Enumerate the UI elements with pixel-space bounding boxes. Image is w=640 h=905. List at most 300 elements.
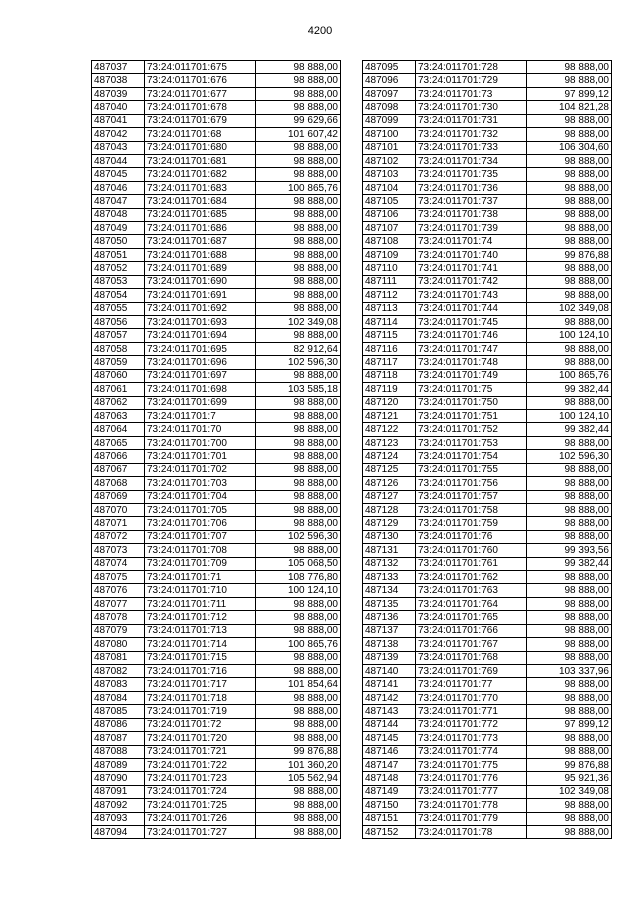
table-row	[92, 718, 341, 731]
record-number: 487088	[92, 745, 145, 758]
table-row	[92, 128, 341, 141]
table-row	[363, 799, 612, 812]
value-amount: 98 888,00	[256, 664, 341, 677]
record-number: 487099	[363, 114, 416, 127]
record-number: 487079	[92, 624, 145, 637]
right-table	[362, 60, 612, 839]
cadastral-number: 73:24:011701:735	[416, 168, 527, 181]
table-row	[92, 772, 341, 785]
page-number: 4200	[307, 25, 333, 37]
record-number: 487104	[363, 181, 416, 194]
cadastral-number: 73:24:011701:756	[416, 477, 527, 490]
value-amount: 98 888,00	[256, 436, 341, 449]
value-amount: 82 912,64	[256, 342, 341, 355]
cadastral-number: 73:24:011701:762	[416, 571, 527, 584]
value-amount: 98 888,00	[527, 168, 612, 181]
cadastral-number: 73:24:011701:744	[416, 302, 527, 315]
value-amount: 98 888,00	[256, 691, 341, 704]
cadastral-number: 73:24:011701:768	[416, 651, 527, 664]
cadastral-number: 73:24:011701:753	[416, 436, 527, 449]
value-amount: 98 888,00	[527, 342, 612, 355]
table-row	[92, 799, 341, 812]
record-number: 487129	[363, 517, 416, 530]
cadastral-number: 73:24:011701:734	[416, 154, 527, 167]
table-row	[92, 114, 341, 127]
cadastral-number: 73:24:011701:715	[145, 651, 256, 664]
record-number: 487048	[92, 208, 145, 221]
record-number: 487072	[92, 530, 145, 543]
value-amount: 103 585,18	[256, 383, 341, 396]
record-number: 487100	[363, 128, 416, 141]
record-number: 487126	[363, 477, 416, 490]
record-number: 487149	[363, 785, 416, 798]
record-number: 487102	[363, 154, 416, 167]
value-amount: 99 382,44	[527, 423, 612, 436]
table-row	[363, 141, 612, 154]
record-number: 487116	[363, 342, 416, 355]
table-row	[92, 503, 341, 516]
value-amount: 99 876,88	[527, 248, 612, 261]
table-row	[363, 745, 612, 758]
value-amount: 98 888,00	[256, 262, 341, 275]
table-row	[363, 302, 612, 315]
value-amount: 98 888,00	[256, 289, 341, 302]
table-row	[363, 638, 612, 651]
record-number: 487128	[363, 503, 416, 516]
value-amount: 99 876,88	[256, 745, 341, 758]
table-row	[363, 571, 612, 584]
record-number: 487114	[363, 316, 416, 329]
record-number: 487055	[92, 302, 145, 315]
value-amount: 105 562,94	[256, 772, 341, 785]
record-number: 487089	[92, 758, 145, 771]
value-amount: 98 888,00	[527, 571, 612, 584]
table-row	[92, 664, 341, 677]
cadastral-number: 73:24:011701:697	[145, 369, 256, 382]
record-number: 487097	[363, 87, 416, 100]
record-number: 487131	[363, 544, 416, 557]
table-row	[92, 409, 341, 422]
cadastral-number: 73:24:011701:714	[145, 638, 256, 651]
value-amount: 98 888,00	[527, 651, 612, 664]
value-amount: 102 596,30	[256, 356, 341, 369]
value-amount: 98 888,00	[256, 168, 341, 181]
record-number: 487108	[363, 235, 416, 248]
cadastral-number: 73:24:011701:682	[145, 168, 256, 181]
value-amount: 98 888,00	[527, 235, 612, 248]
record-number: 487092	[92, 799, 145, 812]
value-amount: 100 865,76	[527, 369, 612, 382]
record-number: 487141	[363, 678, 416, 691]
record-number: 487058	[92, 342, 145, 355]
value-amount: 98 888,00	[256, 423, 341, 436]
record-number: 487151	[363, 812, 416, 825]
table-row	[363, 678, 612, 691]
value-amount: 102 349,08	[256, 316, 341, 329]
table-row	[363, 463, 612, 476]
table-row	[92, 732, 341, 745]
value-amount: 98 888,00	[256, 74, 341, 87]
table-row	[363, 477, 612, 490]
table-row	[92, 530, 341, 543]
cadastral-number: 73:24:011701:711	[145, 597, 256, 610]
cadastral-number: 73:24:011701:690	[145, 275, 256, 288]
cadastral-number: 73:24:011701:748	[416, 356, 527, 369]
record-number: 487150	[363, 799, 416, 812]
record-number: 487124	[363, 450, 416, 463]
cadastral-number: 73:24:011701:72	[145, 718, 256, 731]
cadastral-number: 73:24:011701:677	[145, 87, 256, 100]
cadastral-number: 73:24:011701:769	[416, 664, 527, 677]
record-number: 487118	[363, 369, 416, 382]
record-number: 487144	[363, 718, 416, 731]
table-row	[363, 530, 612, 543]
table-row	[363, 87, 612, 100]
value-amount: 99 629,66	[256, 114, 341, 127]
value-amount: 99 382,44	[527, 383, 612, 396]
table-row	[92, 571, 341, 584]
cadastral-number: 73:24:011701:774	[416, 745, 527, 758]
cadastral-number: 73:24:011701:696	[145, 356, 256, 369]
table-row	[92, 195, 341, 208]
cadastral-number: 73:24:011701:68	[145, 128, 256, 141]
table-row	[92, 356, 341, 369]
cadastral-number: 73:24:011701:766	[416, 624, 527, 637]
record-number: 487085	[92, 705, 145, 718]
table-row	[363, 208, 612, 221]
cadastral-number: 73:24:011701:716	[145, 664, 256, 677]
table-row	[92, 168, 341, 181]
record-number: 487077	[92, 597, 145, 610]
cadastral-number: 73:24:011701:772	[416, 718, 527, 731]
record-number: 487067	[92, 463, 145, 476]
cadastral-number: 73:24:011701:755	[416, 463, 527, 476]
value-amount: 98 888,00	[256, 154, 341, 167]
record-number: 487095	[363, 61, 416, 74]
value-amount: 98 888,00	[256, 222, 341, 235]
table-row	[92, 222, 341, 235]
table-row	[92, 517, 341, 530]
table-row	[363, 61, 612, 74]
record-number: 487138	[363, 638, 416, 651]
cadastral-number: 73:24:011701:701	[145, 450, 256, 463]
value-amount: 98 888,00	[256, 490, 341, 503]
cadastral-number: 73:24:011701:679	[145, 114, 256, 127]
record-number: 487125	[363, 463, 416, 476]
value-amount: 98 888,00	[256, 799, 341, 812]
table-row	[363, 705, 612, 718]
cadastral-number: 73:24:011701:773	[416, 732, 527, 745]
value-amount: 98 888,00	[256, 611, 341, 624]
cadastral-number: 73:24:011701:726	[145, 812, 256, 825]
value-amount: 98 888,00	[527, 356, 612, 369]
record-number: 487061	[92, 383, 145, 396]
cadastral-number: 73:24:011701:700	[145, 436, 256, 449]
value-amount: 98 888,00	[527, 584, 612, 597]
record-number: 487147	[363, 758, 416, 771]
record-number: 487152	[363, 826, 416, 839]
table-row	[92, 463, 341, 476]
record-number: 487115	[363, 329, 416, 342]
table-row	[363, 383, 612, 396]
table-row	[363, 74, 612, 87]
cadastral-number: 73:24:011701:764	[416, 597, 527, 610]
record-number: 487038	[92, 74, 145, 87]
value-amount: 98 888,00	[256, 517, 341, 530]
value-amount: 98 888,00	[256, 463, 341, 476]
cadastral-number: 73:24:011701:763	[416, 584, 527, 597]
value-amount: 98 888,00	[527, 597, 612, 610]
value-amount: 98 888,00	[527, 262, 612, 275]
cadastral-number: 73:24:011701:745	[416, 316, 527, 329]
cadastral-number: 73:24:011701:707	[145, 530, 256, 543]
record-number: 487044	[92, 154, 145, 167]
table-row	[363, 248, 612, 261]
value-amount: 98 888,00	[527, 463, 612, 476]
record-number: 487076	[92, 584, 145, 597]
record-number: 487080	[92, 638, 145, 651]
record-number: 487140	[363, 664, 416, 677]
table-row	[363, 356, 612, 369]
table-row	[363, 262, 612, 275]
cadastral-number: 73:24:011701:778	[416, 799, 527, 812]
table-row	[92, 329, 341, 342]
cadastral-number: 73:24:011701:777	[416, 785, 527, 798]
record-number: 487041	[92, 114, 145, 127]
table-row	[92, 74, 341, 87]
cadastral-number: 73:24:011701:698	[145, 383, 256, 396]
value-amount: 98 888,00	[256, 450, 341, 463]
table-row	[363, 235, 612, 248]
value-amount: 102 349,08	[527, 785, 612, 798]
table-row	[363, 503, 612, 516]
table-row	[363, 181, 612, 194]
record-number: 487123	[363, 436, 416, 449]
value-amount: 98 888,00	[527, 691, 612, 704]
record-number: 487133	[363, 571, 416, 584]
cadastral-number: 73:24:011701:73	[416, 87, 527, 100]
cadastral-number: 73:24:011701:738	[416, 208, 527, 221]
table-row	[363, 597, 612, 610]
cadastral-number: 73:24:011701:740	[416, 248, 527, 261]
record-number: 487063	[92, 409, 145, 422]
record-number: 487083	[92, 678, 145, 691]
value-amount: 98 888,00	[527, 154, 612, 167]
record-number: 487098	[363, 101, 416, 114]
value-amount: 98 888,00	[527, 477, 612, 490]
record-number: 487082	[92, 664, 145, 677]
cadastral-number: 73:24:011701:722	[145, 758, 256, 771]
record-number: 487087	[92, 732, 145, 745]
record-number: 487106	[363, 208, 416, 221]
cadastral-number: 73:24:011701:743	[416, 289, 527, 302]
cadastral-number: 73:24:011701:731	[416, 114, 527, 127]
table-row	[92, 302, 341, 315]
value-amount: 98 888,00	[527, 826, 612, 839]
record-number: 487056	[92, 316, 145, 329]
cadastral-number: 73:24:011701:703	[145, 477, 256, 490]
table-row	[363, 316, 612, 329]
table-row	[363, 114, 612, 127]
record-number: 487051	[92, 248, 145, 261]
value-amount: 98 888,00	[527, 128, 612, 141]
table-row	[92, 826, 341, 839]
table-row	[92, 691, 341, 704]
table-row	[363, 772, 612, 785]
cadastral-number: 73:24:011701:760	[416, 544, 527, 557]
cadastral-number: 73:24:011701:767	[416, 638, 527, 651]
cadastral-number: 73:24:011701:705	[145, 503, 256, 516]
value-amount: 97 899,12	[527, 87, 612, 100]
cadastral-number: 73:24:011701:7	[145, 409, 256, 422]
table-row	[92, 638, 341, 651]
cadastral-number: 73:24:011701:736	[416, 181, 527, 194]
cadastral-number: 73:24:011701:680	[145, 141, 256, 154]
value-amount: 98 888,00	[256, 396, 341, 409]
value-amount: 100 865,76	[256, 638, 341, 651]
record-number: 487070	[92, 503, 145, 516]
cadastral-number: 73:24:011701:78	[416, 826, 527, 839]
value-amount: 100 124,10	[256, 584, 341, 597]
cadastral-number: 73:24:011701:771	[416, 705, 527, 718]
cadastral-number: 73:24:011701:728	[416, 61, 527, 74]
value-amount: 106 304,60	[527, 141, 612, 154]
cadastral-number: 73:24:011701:720	[145, 732, 256, 745]
record-number: 487046	[92, 181, 145, 194]
record-number: 487143	[363, 705, 416, 718]
record-number: 487090	[92, 772, 145, 785]
cadastral-number: 73:24:011701:721	[145, 745, 256, 758]
value-amount: 98 888,00	[256, 87, 341, 100]
table-row	[363, 664, 612, 677]
table-row	[92, 557, 341, 570]
value-amount: 98 888,00	[256, 785, 341, 798]
cadastral-number: 73:24:011701:717	[145, 678, 256, 691]
cadastral-number: 73:24:011701:706	[145, 517, 256, 530]
cadastral-number: 73:24:011701:71	[145, 571, 256, 584]
cadastral-number: 73:24:011701:702	[145, 463, 256, 476]
table-row	[92, 275, 341, 288]
record-number: 487127	[363, 490, 416, 503]
value-amount: 98 888,00	[527, 316, 612, 329]
table-row	[92, 705, 341, 718]
cadastral-number: 73:24:011701:776	[416, 772, 527, 785]
cadastral-number: 73:24:011701:694	[145, 329, 256, 342]
table-row	[363, 490, 612, 503]
value-amount: 98 888,00	[256, 369, 341, 382]
record-number: 487117	[363, 356, 416, 369]
cadastral-number: 73:24:011701:709	[145, 557, 256, 570]
record-number: 487049	[92, 222, 145, 235]
value-amount: 98 888,00	[527, 624, 612, 637]
cadastral-number: 73:24:011701:730	[416, 101, 527, 114]
cadastral-number: 73:24:011701:732	[416, 128, 527, 141]
table-row	[363, 611, 612, 624]
table-row	[363, 275, 612, 288]
record-number: 487146	[363, 745, 416, 758]
table-row	[363, 544, 612, 557]
value-amount: 98 888,00	[256, 235, 341, 248]
table-row	[92, 101, 341, 114]
record-number: 487068	[92, 477, 145, 490]
table-row	[92, 141, 341, 154]
cadastral-number: 73:24:011701:676	[145, 74, 256, 87]
record-number: 487074	[92, 557, 145, 570]
value-amount: 98 888,00	[527, 436, 612, 449]
table-row	[363, 154, 612, 167]
cadastral-number: 73:24:011701:687	[145, 235, 256, 248]
table-row	[92, 423, 341, 436]
cadastral-number: 73:24:011701:683	[145, 181, 256, 194]
record-number: 487148	[363, 772, 416, 785]
value-amount: 98 888,00	[256, 208, 341, 221]
table-row	[363, 423, 612, 436]
record-number: 487057	[92, 329, 145, 342]
cadastral-number: 73:24:011701:712	[145, 611, 256, 624]
cadastral-number: 73:24:011701:710	[145, 584, 256, 597]
value-amount: 108 776,80	[256, 571, 341, 584]
value-amount: 95 921,36	[527, 772, 612, 785]
record-number: 487120	[363, 396, 416, 409]
table-row	[363, 342, 612, 355]
table-row	[92, 584, 341, 597]
value-amount: 102 596,30	[256, 530, 341, 543]
table-row	[363, 584, 612, 597]
cadastral-number: 73:24:011701:685	[145, 208, 256, 221]
table-row	[363, 651, 612, 664]
record-number: 487066	[92, 450, 145, 463]
cadastral-number: 73:24:011701:733	[416, 141, 527, 154]
record-number: 487039	[92, 87, 145, 100]
cadastral-number: 73:24:011701:779	[416, 812, 527, 825]
table-row	[363, 289, 612, 302]
value-amount: 98 888,00	[256, 503, 341, 516]
table-row	[92, 678, 341, 691]
value-amount: 98 888,00	[527, 222, 612, 235]
value-amount: 99 876,88	[527, 758, 612, 771]
table-row	[363, 168, 612, 181]
record-number: 487069	[92, 490, 145, 503]
value-amount: 98 888,00	[256, 732, 341, 745]
cadastral-number: 73:24:011701:759	[416, 517, 527, 530]
record-number: 487054	[92, 289, 145, 302]
table-row	[92, 436, 341, 449]
table-row	[363, 450, 612, 463]
table-row	[92, 450, 341, 463]
value-amount: 98 888,00	[256, 141, 341, 154]
table-row	[363, 222, 612, 235]
table-row	[92, 262, 341, 275]
table-row	[92, 611, 341, 624]
record-number: 487137	[363, 624, 416, 637]
cadastral-number: 73:24:011701:688	[145, 248, 256, 261]
record-number: 487071	[92, 517, 145, 530]
table-row	[363, 101, 612, 114]
cadastral-number: 73:24:011701:729	[416, 74, 527, 87]
record-number: 487043	[92, 141, 145, 154]
table-row	[92, 490, 341, 503]
record-number: 487065	[92, 436, 145, 449]
value-amount: 98 888,00	[256, 195, 341, 208]
value-amount: 101 607,42	[256, 128, 341, 141]
cadastral-number: 73:24:011701:765	[416, 611, 527, 624]
cadastral-number: 73:24:011701:770	[416, 691, 527, 704]
table-row	[92, 758, 341, 771]
value-amount: 98 888,00	[527, 530, 612, 543]
cadastral-number: 73:24:011701:752	[416, 423, 527, 436]
record-number: 487145	[363, 732, 416, 745]
table-row	[92, 61, 341, 74]
